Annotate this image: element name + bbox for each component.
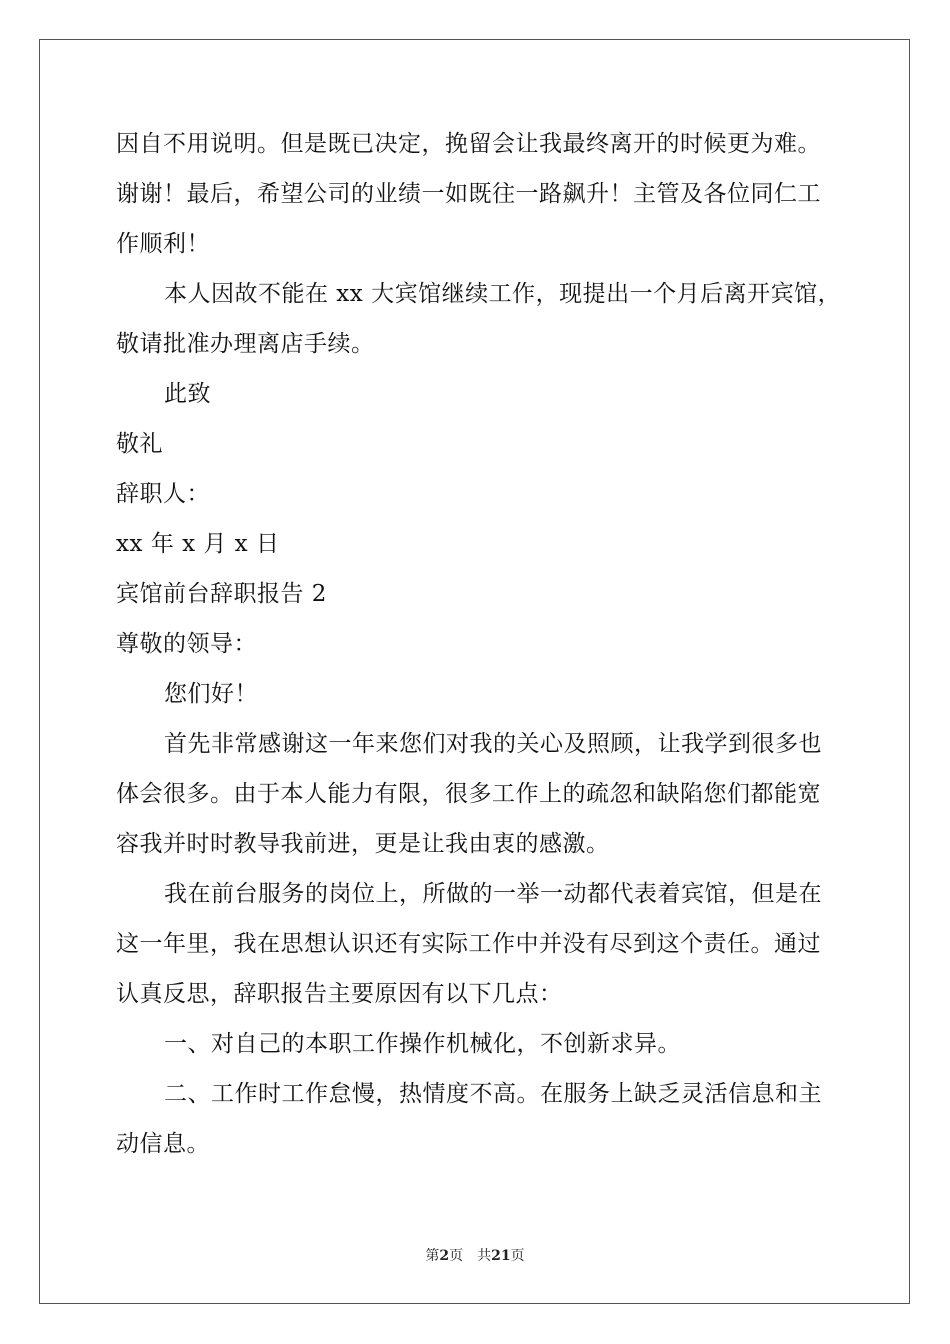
closing-line: 此致 (164, 381, 211, 407)
paragraph-line: 动信息。 (116, 1131, 210, 1157)
page-prefix: 第 (425, 1248, 440, 1264)
paragraph-line: 容我并时时教导我前进，更是让我由衷的感激。 (116, 831, 610, 857)
paragraph-line: 首先非常感谢这一年来您们对我的关心及照顾，让我学到很多也 (164, 731, 822, 757)
total-pages: 21 (491, 1248, 511, 1264)
section-title: 宾馆前台辞职报告 2 (116, 581, 327, 607)
paragraph-line: 这一年里，我在思想认识还有实际工作中并没有尽到这个责任。通过 (116, 931, 821, 957)
salutation: 尊敬的领导： (116, 631, 257, 657)
page-footer (0, 1246, 950, 1266)
paragraph-line: 作顺利！ (116, 231, 210, 257)
total-prefix: 共 (477, 1248, 492, 1264)
signer-label: 辞职人： (116, 481, 210, 507)
paragraph-line: 谢谢！最后，希望公司的业绩一如既往一路飙升！主管及各位同仁工 (116, 181, 821, 207)
total-suffix: 页 (510, 1248, 525, 1264)
list-item: 一、对自己的本职工作操作机械化，不创新求异。 (164, 1031, 681, 1057)
date-line: xx 年 x 月 x 日 (116, 531, 280, 557)
paragraph-line: 认真反思，辞职报告主要原因有以下几点： (116, 981, 563, 1007)
list-item: 二、工作时工作怠慢，热情度不高。在服务上缺乏灵活信息和主 (164, 1081, 822, 1107)
paragraph-line: 体会很多。由于本人能力有限，很多工作上的疏忽和缺陷您们都能宽 (116, 781, 821, 807)
page-suffix: 页 (449, 1248, 464, 1264)
page-number: 2 (439, 1248, 450, 1264)
closing-salute: 敬礼 (116, 431, 163, 457)
paragraph-line: 本人因故不能在 xx 大宾馆继续工作，现提出一个月后离开宾馆， (164, 281, 842, 307)
paragraph-line: 我在前台服务的岗位上，所做的一举一动都代表着宾馆，但是在 (164, 881, 822, 907)
paragraph-line: 敬请批准办理离店手续。 (116, 331, 375, 357)
paragraph-line: 因自不用说明。但是既已决定，挽留会让我最终离开的时候更为难。 (116, 131, 821, 157)
greeting: 您们好！ (164, 681, 258, 707)
